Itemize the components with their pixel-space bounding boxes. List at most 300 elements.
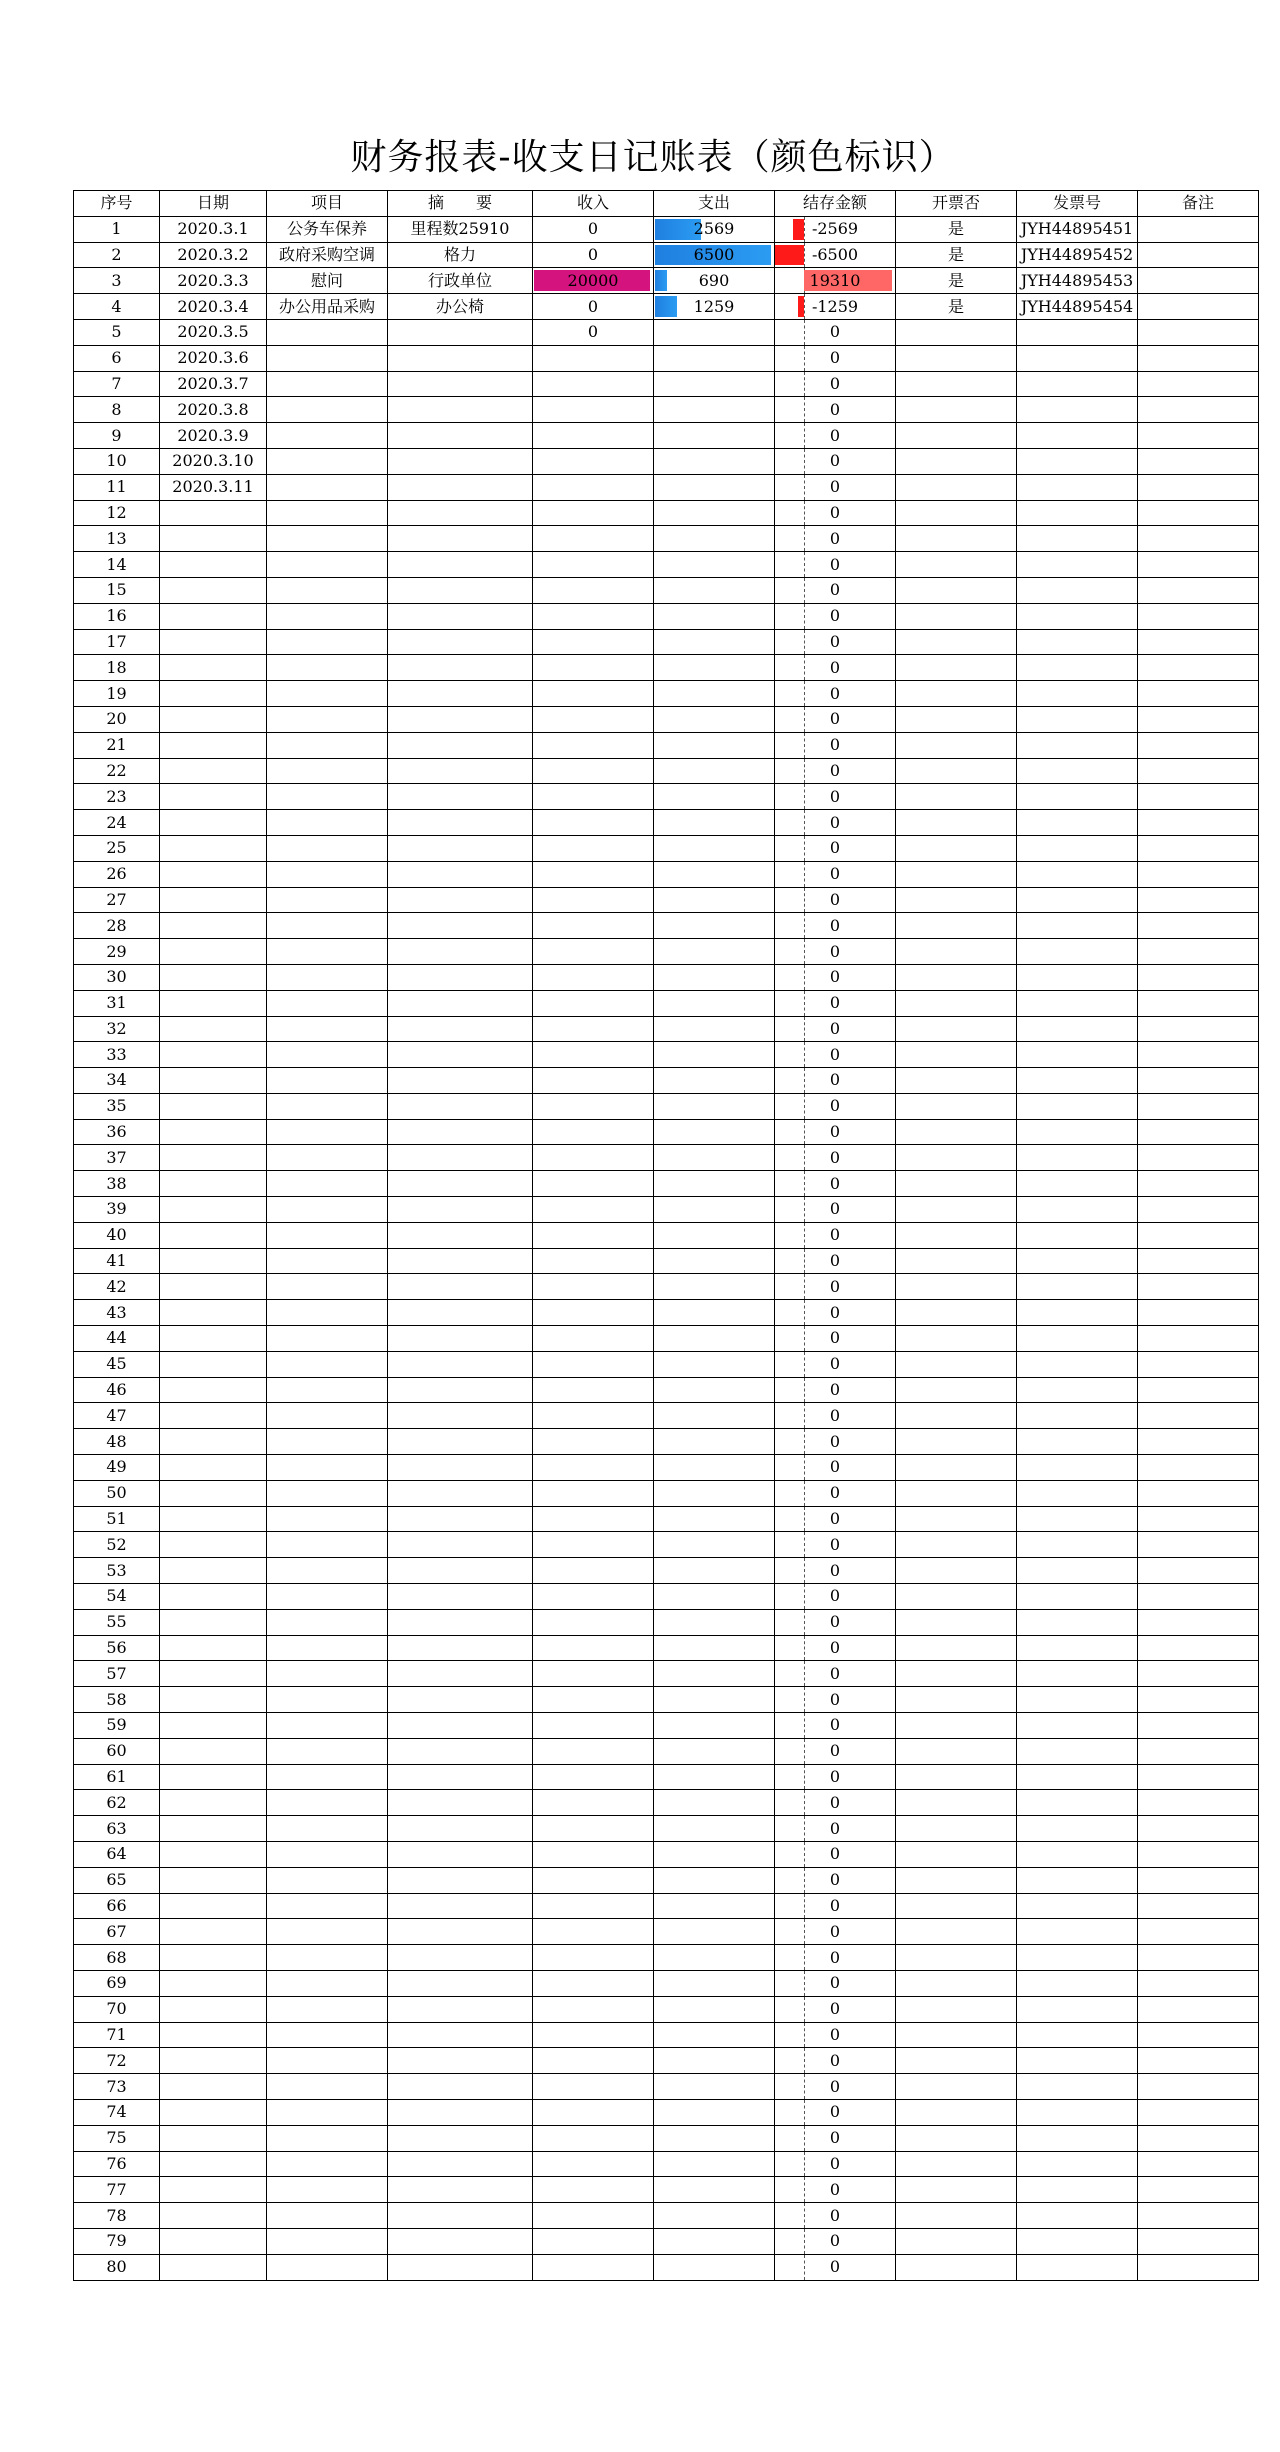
cell-note[interactable] [1138, 2228, 1259, 2254]
cell-summary[interactable] [388, 1377, 533, 1403]
cell-income[interactable] [533, 1455, 654, 1481]
cell-balance[interactable] [775, 835, 896, 861]
cell-item[interactable] [267, 1171, 388, 1197]
cell-date[interactable] [160, 2048, 267, 2074]
cell-expense[interactable] [654, 655, 775, 681]
cell-balance[interactable] [775, 500, 896, 526]
cell-expense[interactable] [654, 629, 775, 655]
cell-expense[interactable] [654, 1687, 775, 1713]
cell-summary[interactable] [388, 939, 533, 965]
cell-expense[interactable] [654, 294, 775, 320]
cell-income[interactable] [533, 1351, 654, 1377]
cell-note[interactable] [1138, 887, 1259, 913]
cell-income[interactable] [533, 1300, 654, 1326]
cell-summary[interactable] [388, 2125, 533, 2151]
cell-balance[interactable] [775, 655, 896, 681]
cell-invoice-no[interactable] [1017, 913, 1138, 939]
cell-no[interactable] [74, 1893, 160, 1919]
cell-income[interactable] [533, 1171, 654, 1197]
cell-summary[interactable] [388, 1274, 533, 1300]
cell-summary[interactable] [388, 1171, 533, 1197]
cell-item[interactable] [267, 1558, 388, 1584]
cell-summary[interactable] [388, 526, 533, 552]
cell-no[interactable] [74, 1764, 160, 1790]
cell-income[interactable] [533, 1609, 654, 1635]
cell-invoiced[interactable] [896, 2151, 1017, 2177]
cell-expense[interactable] [654, 1584, 775, 1610]
cell-no[interactable] [74, 1996, 160, 2022]
cell-note[interactable] [1138, 1764, 1259, 1790]
cell-invoiced[interactable] [896, 1893, 1017, 1919]
cell-invoiced[interactable] [896, 732, 1017, 758]
cell-date[interactable] [160, 526, 267, 552]
cell-summary[interactable] [388, 655, 533, 681]
cell-balance[interactable] [775, 1068, 896, 1094]
cell-no[interactable] [74, 2177, 160, 2203]
cell-balance[interactable] [775, 1867, 896, 1893]
cell-note[interactable] [1138, 526, 1259, 552]
cell-expense[interactable] [654, 1300, 775, 1326]
cell-invoiced[interactable] [896, 784, 1017, 810]
cell-income[interactable] [533, 474, 654, 500]
cell-no[interactable] [74, 1197, 160, 1223]
cell-invoiced[interactable] [896, 887, 1017, 913]
cell-no[interactable] [74, 1945, 160, 1971]
cell-income[interactable] [533, 964, 654, 990]
cell-expense[interactable] [654, 810, 775, 836]
cell-date[interactable] [160, 1532, 267, 1558]
cell-date[interactable] [160, 758, 267, 784]
cell-expense[interactable] [654, 1480, 775, 1506]
cell-item[interactable] [267, 1068, 388, 1094]
cell-expense[interactable] [654, 1248, 775, 1274]
cell-invoiced[interactable] [896, 1248, 1017, 1274]
cell-no[interactable] [74, 1687, 160, 1713]
cell-summary[interactable] [388, 1480, 533, 1506]
cell-note[interactable] [1138, 1919, 1259, 1945]
cell-item[interactable] [267, 1867, 388, 1893]
cell-expense[interactable] [654, 1506, 775, 1532]
cell-balance[interactable] [775, 1300, 896, 1326]
cell-item[interactable] [267, 1480, 388, 1506]
cell-no[interactable] [74, 706, 160, 732]
header-date[interactable]: 日期 [160, 191, 267, 217]
cell-note[interactable] [1138, 294, 1259, 320]
cell-date[interactable] [160, 913, 267, 939]
header-balance[interactable]: 结存金额 [775, 191, 896, 217]
cell-date[interactable] [160, 1970, 267, 1996]
cell-income[interactable] [533, 319, 654, 345]
cell-no[interactable] [74, 1300, 160, 1326]
cell-invoiced[interactable] [896, 1093, 1017, 1119]
cell-invoice-no[interactable] [1017, 268, 1138, 294]
cell-no[interactable] [74, 1713, 160, 1739]
cell-expense[interactable] [654, 758, 775, 784]
cell-income[interactable] [533, 706, 654, 732]
cell-expense[interactable] [654, 2203, 775, 2229]
cell-invoiced[interactable] [896, 1635, 1017, 1661]
cell-summary[interactable] [388, 2099, 533, 2125]
cell-expense[interactable] [654, 216, 775, 242]
cell-note[interactable] [1138, 861, 1259, 887]
cell-summary[interactable] [388, 1558, 533, 1584]
cell-note[interactable] [1138, 1455, 1259, 1481]
cell-summary[interactable] [388, 1532, 533, 1558]
cell-invoiced[interactable] [896, 1816, 1017, 1842]
cell-expense[interactable] [654, 1790, 775, 1816]
cell-balance[interactable] [775, 1687, 896, 1713]
cell-summary[interactable] [388, 2074, 533, 2100]
cell-balance[interactable] [775, 629, 896, 655]
cell-balance[interactable] [775, 1790, 896, 1816]
cell-expense[interactable] [654, 1093, 775, 1119]
cell-date[interactable] [160, 964, 267, 990]
cell-income[interactable] [533, 1197, 654, 1223]
cell-note[interactable] [1138, 1558, 1259, 1584]
cell-note[interactable] [1138, 1248, 1259, 1274]
cell-no[interactable] [74, 500, 160, 526]
cell-no[interactable] [74, 939, 160, 965]
cell-no[interactable] [74, 2203, 160, 2229]
cell-note[interactable] [1138, 1506, 1259, 1532]
cell-summary[interactable] [388, 784, 533, 810]
cell-balance[interactable] [775, 810, 896, 836]
cell-item[interactable] [267, 1506, 388, 1532]
cell-income[interactable] [533, 2254, 654, 2280]
cell-date[interactable] [160, 1274, 267, 1300]
cell-invoiced[interactable] [896, 1558, 1017, 1584]
cell-no[interactable] [74, 1351, 160, 1377]
cell-income[interactable] [533, 2151, 654, 2177]
cell-expense[interactable] [654, 1016, 775, 1042]
cell-balance[interactable] [775, 1042, 896, 1068]
cell-item[interactable] [267, 1403, 388, 1429]
cell-item[interactable] [267, 758, 388, 784]
cell-note[interactable] [1138, 1480, 1259, 1506]
cell-expense[interactable] [654, 1558, 775, 1584]
cell-balance[interactable] [775, 2048, 896, 2074]
cell-note[interactable] [1138, 552, 1259, 578]
cell-balance[interactable] [775, 706, 896, 732]
cell-invoice-no[interactable] [1017, 603, 1138, 629]
cell-balance[interactable] [775, 1609, 896, 1635]
cell-summary[interactable] [388, 913, 533, 939]
cell-item[interactable] [267, 655, 388, 681]
cell-date[interactable] [160, 1635, 267, 1661]
cell-note[interactable] [1138, 1970, 1259, 1996]
cell-no[interactable] [74, 1506, 160, 1532]
cell-date[interactable] [160, 1222, 267, 1248]
cell-summary[interactable] [388, 990, 533, 1016]
cell-invoice-no[interactable] [1017, 784, 1138, 810]
cell-note[interactable] [1138, 345, 1259, 371]
cell-balance[interactable] [775, 1558, 896, 1584]
cell-balance[interactable] [775, 268, 896, 294]
cell-item[interactable] [267, 1222, 388, 1248]
cell-invoiced[interactable] [896, 1455, 1017, 1481]
cell-item[interactable] [267, 1842, 388, 1868]
cell-note[interactable] [1138, 1532, 1259, 1558]
cell-no[interactable] [74, 268, 160, 294]
cell-date[interactable] [160, 448, 267, 474]
cell-expense[interactable] [654, 681, 775, 707]
cell-note[interactable] [1138, 242, 1259, 268]
cell-item[interactable] [267, 242, 388, 268]
cell-balance[interactable] [775, 1893, 896, 1919]
cell-date[interactable] [160, 2022, 267, 2048]
cell-balance[interactable] [775, 1532, 896, 1558]
cell-date[interactable] [160, 1919, 267, 1945]
cell-income[interactable] [533, 1687, 654, 1713]
cell-expense[interactable] [654, 1945, 775, 1971]
cell-date[interactable] [160, 810, 267, 836]
cell-note[interactable] [1138, 706, 1259, 732]
cell-note[interactable] [1138, 655, 1259, 681]
cell-balance[interactable] [775, 345, 896, 371]
cell-no[interactable] [74, 448, 160, 474]
cell-balance[interactable] [775, 1093, 896, 1119]
cell-balance[interactable] [775, 1403, 896, 1429]
cell-invoice-no[interactable] [1017, 681, 1138, 707]
cell-summary[interactable] [388, 1687, 533, 1713]
cell-income[interactable] [533, 1326, 654, 1352]
cell-invoice-no[interactable] [1017, 1119, 1138, 1145]
header-expense[interactable]: 支出 [654, 191, 775, 217]
cell-date[interactable] [160, 784, 267, 810]
cell-date[interactable] [160, 1351, 267, 1377]
cell-income[interactable] [533, 2022, 654, 2048]
cell-income[interactable] [533, 577, 654, 603]
cell-invoice-no[interactable] [1017, 1687, 1138, 1713]
cell-no[interactable] [74, 1042, 160, 1068]
cell-invoiced[interactable] [896, 1842, 1017, 1868]
cell-income[interactable] [533, 603, 654, 629]
cell-expense[interactable] [654, 1867, 775, 1893]
cell-invoiced[interactable] [896, 1661, 1017, 1687]
cell-invoiced[interactable] [896, 1119, 1017, 1145]
cell-note[interactable] [1138, 1068, 1259, 1094]
cell-balance[interactable] [775, 1506, 896, 1532]
cell-date[interactable] [160, 2125, 267, 2151]
cell-no[interactable] [74, 2074, 160, 2100]
cell-summary[interactable] [388, 1222, 533, 1248]
cell-item[interactable] [267, 1970, 388, 1996]
cell-date[interactable] [160, 887, 267, 913]
cell-income[interactable] [533, 1919, 654, 1945]
cell-date[interactable] [160, 1248, 267, 1274]
cell-expense[interactable] [654, 2177, 775, 2203]
cell-note[interactable] [1138, 2254, 1259, 2280]
cell-note[interactable] [1138, 681, 1259, 707]
cell-income[interactable] [533, 552, 654, 578]
cell-invoice-no[interactable] [1017, 835, 1138, 861]
cell-expense[interactable] [654, 1996, 775, 2022]
cell-summary[interactable] [388, 2048, 533, 2074]
cell-item[interactable] [267, 1145, 388, 1171]
cell-expense[interactable] [654, 1532, 775, 1558]
cell-date[interactable] [160, 1506, 267, 1532]
cell-expense[interactable] [654, 1893, 775, 1919]
cell-expense[interactable] [654, 1377, 775, 1403]
cell-income[interactable] [533, 1403, 654, 1429]
cell-income[interactable] [533, 1042, 654, 1068]
cell-no[interactable] [74, 1584, 160, 1610]
cell-invoice-no[interactable] [1017, 1145, 1138, 1171]
cell-summary[interactable] [388, 2228, 533, 2254]
cell-summary[interactable] [388, 1635, 533, 1661]
cell-expense[interactable] [654, 1635, 775, 1661]
cell-invoiced[interactable] [896, 2048, 1017, 2074]
cell-note[interactable] [1138, 1842, 1259, 1868]
cell-invoice-no[interactable] [1017, 1248, 1138, 1274]
cell-invoiced[interactable] [896, 810, 1017, 836]
cell-income[interactable] [533, 2099, 654, 2125]
cell-invoiced[interactable] [896, 913, 1017, 939]
cell-invoiced[interactable] [896, 1042, 1017, 1068]
cell-invoiced[interactable] [896, 397, 1017, 423]
cell-no[interactable] [74, 1403, 160, 1429]
cell-note[interactable] [1138, 1893, 1259, 1919]
cell-income[interactable] [533, 655, 654, 681]
cell-summary[interactable] [388, 1197, 533, 1223]
cell-no[interactable] [74, 732, 160, 758]
cell-expense[interactable] [654, 1068, 775, 1094]
cell-invoiced[interactable] [896, 216, 1017, 242]
cell-balance[interactable] [775, 732, 896, 758]
cell-invoiced[interactable] [896, 706, 1017, 732]
cell-item[interactable] [267, 990, 388, 1016]
cell-item[interactable] [267, 1248, 388, 1274]
cell-expense[interactable] [654, 1119, 775, 1145]
cell-invoice-no[interactable] [1017, 319, 1138, 345]
cell-note[interactable] [1138, 371, 1259, 397]
cell-invoiced[interactable] [896, 1171, 1017, 1197]
cell-item[interactable] [267, 1945, 388, 1971]
cell-item[interactable] [267, 1790, 388, 1816]
cell-invoice-no[interactable] [1017, 1842, 1138, 1868]
cell-date[interactable] [160, 577, 267, 603]
cell-note[interactable] [1138, 810, 1259, 836]
cell-no[interactable] [74, 397, 160, 423]
cell-invoiced[interactable] [896, 1738, 1017, 1764]
cell-expense[interactable] [654, 784, 775, 810]
cell-item[interactable] [267, 371, 388, 397]
cell-expense[interactable] [654, 1842, 775, 1868]
cell-date[interactable] [160, 552, 267, 578]
cell-balance[interactable] [775, 1145, 896, 1171]
cell-balance[interactable] [775, 784, 896, 810]
cell-date[interactable] [160, 1480, 267, 1506]
cell-item[interactable] [267, 1351, 388, 1377]
cell-expense[interactable] [654, 577, 775, 603]
cell-balance[interactable] [775, 2099, 896, 2125]
cell-invoiced[interactable] [896, 1584, 1017, 1610]
cell-item[interactable] [267, 1687, 388, 1713]
cell-date[interactable] [160, 319, 267, 345]
cell-expense[interactable] [654, 1764, 775, 1790]
cell-item[interactable] [267, 1532, 388, 1558]
cell-income[interactable] [533, 1661, 654, 1687]
cell-summary[interactable] [388, 2254, 533, 2280]
cell-item[interactable] [267, 1609, 388, 1635]
cell-item[interactable] [267, 1093, 388, 1119]
cell-no[interactable] [74, 1970, 160, 1996]
cell-expense[interactable] [654, 2254, 775, 2280]
cell-expense[interactable] [654, 1145, 775, 1171]
cell-summary[interactable] [388, 1506, 533, 1532]
cell-item[interactable] [267, 2099, 388, 2125]
cell-item[interactable] [267, 1455, 388, 1481]
cell-no[interactable] [74, 345, 160, 371]
cell-summary[interactable] [388, 1661, 533, 1687]
cell-note[interactable] [1138, 913, 1259, 939]
cell-date[interactable] [160, 2151, 267, 2177]
cell-summary[interactable] [388, 861, 533, 887]
cell-date[interactable] [160, 990, 267, 1016]
cell-expense[interactable] [654, 371, 775, 397]
cell-date[interactable] [160, 1455, 267, 1481]
cell-income[interactable] [533, 1248, 654, 1274]
cell-item[interactable] [267, 294, 388, 320]
cell-no[interactable] [74, 784, 160, 810]
cell-invoice-no[interactable] [1017, 939, 1138, 965]
cell-invoiced[interactable] [896, 681, 1017, 707]
cell-item[interactable] [267, 2254, 388, 2280]
cell-expense[interactable] [654, 1274, 775, 1300]
cell-invoice-no[interactable] [1017, 423, 1138, 449]
cell-note[interactable] [1138, 1867, 1259, 1893]
cell-balance[interactable] [775, 861, 896, 887]
cell-summary[interactable] [388, 577, 533, 603]
cell-no[interactable] [74, 810, 160, 836]
cell-date[interactable] [160, 1042, 267, 1068]
cell-item[interactable] [267, 2203, 388, 2229]
cell-date[interactable] [160, 1738, 267, 1764]
cell-invoice-no[interactable] [1017, 1970, 1138, 1996]
cell-note[interactable] [1138, 216, 1259, 242]
cell-balance[interactable] [775, 1842, 896, 1868]
cell-no[interactable] [74, 1016, 160, 1042]
cell-invoice-no[interactable] [1017, 629, 1138, 655]
cell-expense[interactable] [654, 242, 775, 268]
cell-item[interactable] [267, 474, 388, 500]
cell-note[interactable] [1138, 1429, 1259, 1455]
cell-invoice-no[interactable] [1017, 1558, 1138, 1584]
cell-invoice-no[interactable] [1017, 577, 1138, 603]
cell-date[interactable] [160, 500, 267, 526]
cell-note[interactable] [1138, 758, 1259, 784]
cell-expense[interactable] [654, 1970, 775, 1996]
cell-invoice-no[interactable] [1017, 1171, 1138, 1197]
cell-income[interactable] [533, 2125, 654, 2151]
cell-no[interactable] [74, 681, 160, 707]
cell-item[interactable] [267, 423, 388, 449]
cell-note[interactable] [1138, 2022, 1259, 2048]
cell-invoiced[interactable] [896, 1764, 1017, 1790]
cell-balance[interactable] [775, 1248, 896, 1274]
cell-item[interactable] [267, 1816, 388, 1842]
cell-item[interactable] [267, 629, 388, 655]
cell-income[interactable] [533, 784, 654, 810]
cell-invoiced[interactable] [896, 1687, 1017, 1713]
cell-date[interactable] [160, 681, 267, 707]
cell-balance[interactable] [775, 1274, 896, 1300]
cell-invoice-no[interactable] [1017, 1738, 1138, 1764]
cell-summary[interactable] [388, 216, 533, 242]
cell-income[interactable] [533, 1222, 654, 1248]
cell-item[interactable] [267, 1635, 388, 1661]
cell-item[interactable] [267, 319, 388, 345]
